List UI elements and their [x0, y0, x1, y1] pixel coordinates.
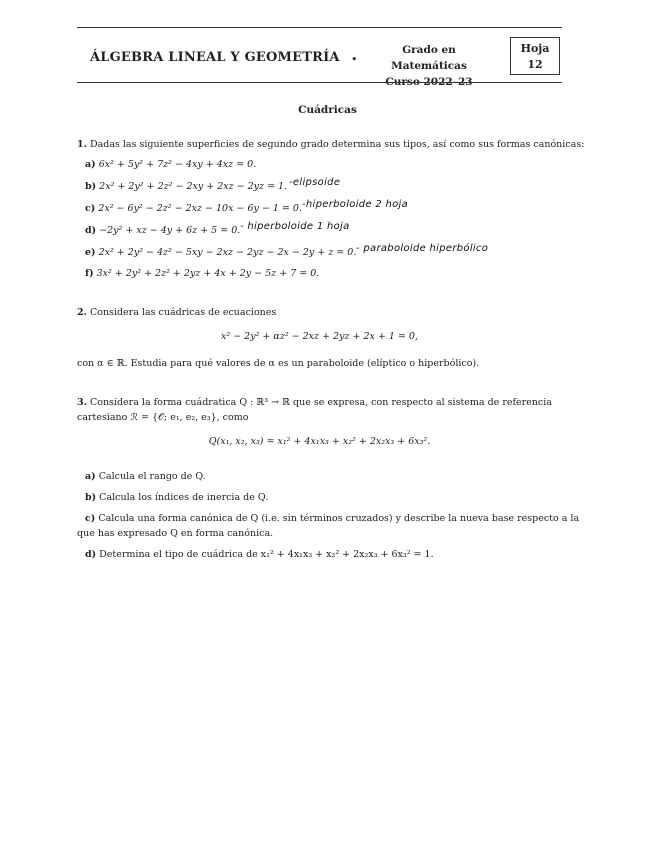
- exercise-3-item: [85, 470, 206, 483]
- exercise-2-equation: x² − 2y² + αz² − 2xz + 2yz + 2x + 1 = 0,: [221, 331, 418, 342]
- item-equation: 2x² + 2y² + 2z² − 2xy + 2xz − 2yz = 1.: [99, 181, 288, 192]
- item-text: Calcula el rango de Q.: [98, 471, 206, 482]
- exercise-1-item: [85, 224, 240, 237]
- item-equation: 3x² + 2y² + 2z² + 2yz + 4x + 2y − 5z + 7 = 0.: [96, 268, 320, 279]
- item-label: a): [85, 471, 96, 482]
- exercise-3-number: 3.: [77, 397, 87, 408]
- handwritten-note: -elipsoide: [289, 177, 341, 188]
- exercise-1-number: 1.: [77, 139, 87, 150]
- exercise-1-item: [85, 202, 302, 215]
- exercise-2-number: 2.: [77, 307, 87, 318]
- exercise-1-text: Dadas las siguiente superficies de segundo grado determina sus tipos, así como sus formas canónicas:: [89, 139, 585, 150]
- item-label: d): [85, 549, 97, 560]
- exercise-1-statement: [77, 138, 584, 151]
- item-label: d): [85, 225, 97, 236]
- page-title: Cuádricas: [298, 104, 357, 116]
- sheet-label: Hoja: [520, 42, 550, 55]
- item-equation: 2x² + 2y² − 4z² − 5xy − 2xz − 2yz − 2x − 2y + z = 0.: [98, 247, 357, 258]
- exercise-3-equation: Q(x₁, x₂, x₃) = x₁² + 4x₁x₃ + x₂² + 2x₂x₃ + 6x₃².: [208, 436, 431, 447]
- course-title: ÁLGEBRA LINEAL Y GEOMETRÍA: [90, 50, 340, 65]
- item-text: Calcula una forma canónica de Q (i.e. sin términos cruzados) y describe la nueva base respecto a la: [98, 513, 580, 524]
- exercise-3-item: [85, 548, 434, 561]
- exercise-3-item: [85, 512, 579, 525]
- exercise-3-statement: [77, 396, 552, 409]
- item-equation: 6x² + 5y² + 7z² − 4xy + 4xz = 0.: [98, 159, 257, 170]
- header-bottom-rule: [77, 82, 562, 83]
- item-label: b): [85, 181, 97, 192]
- exercise-1-item: [85, 267, 319, 280]
- item-label: c): [85, 513, 96, 524]
- handwritten-note: - hiperboloide 1 hoja: [240, 221, 350, 232]
- exercise-1-item: [85, 158, 256, 171]
- exercise-3-item-cont: que has expresado Q en forma canónica.: [77, 528, 274, 539]
- handwritten-note: - paraboloide hiperbólico: [356, 243, 489, 254]
- degree-name: Grado en Matemáticas: [391, 44, 467, 72]
- item-label: a): [85, 159, 96, 170]
- header-top-rule: [77, 27, 562, 28]
- sheet-box: [510, 37, 560, 75]
- handwritten-note: -hiperboloide 2 hoja: [302, 199, 409, 210]
- item-text: Determina el tipo de cuádrica de x₁² + 4x₁x₃ + x₂² + 2x₂x₃ + 6x₃² = 1.: [99, 549, 434, 560]
- exercise-1-item: [85, 246, 356, 259]
- exercise-2-text: Considera las cuádricas de ecuaciones: [89, 307, 277, 318]
- exercise-3-text-cont: cartesiano ℛ = {𝒪; e₁, e₂, e₃}, como: [77, 412, 249, 423]
- exercise-3-item: [85, 491, 268, 504]
- item-label: e): [85, 247, 96, 258]
- item-equation: −2y² + xz − 4y + 6z + 5 = 0.: [99, 225, 241, 236]
- header-bullet: •: [351, 53, 358, 66]
- sheet-number: 12: [527, 58, 543, 71]
- exercise-2-statement: [77, 306, 276, 319]
- academic-year: Curso 2022–23: [385, 76, 473, 88]
- item-equation: 2x² − 6y² − 2z² − 2xz − 10x − 6y − 1 = 0.: [98, 203, 302, 214]
- item-label: f): [85, 268, 94, 279]
- exercise-1-item: [85, 180, 287, 193]
- item-label: c): [85, 203, 96, 214]
- exercise-2-followup: con α ∈ ℝ. Estudia para qué valores de α es un paraboloide (elíptico o hiperbólico).: [77, 358, 480, 369]
- item-label: b): [85, 492, 97, 503]
- exercise-3-text: Considera la forma cuádratica Q : ℝ³ → ℝ que se expresa, con respecto al sistema de referencia: [89, 397, 552, 408]
- item-text: Calcula los índices de inercia de Q.: [99, 492, 269, 503]
